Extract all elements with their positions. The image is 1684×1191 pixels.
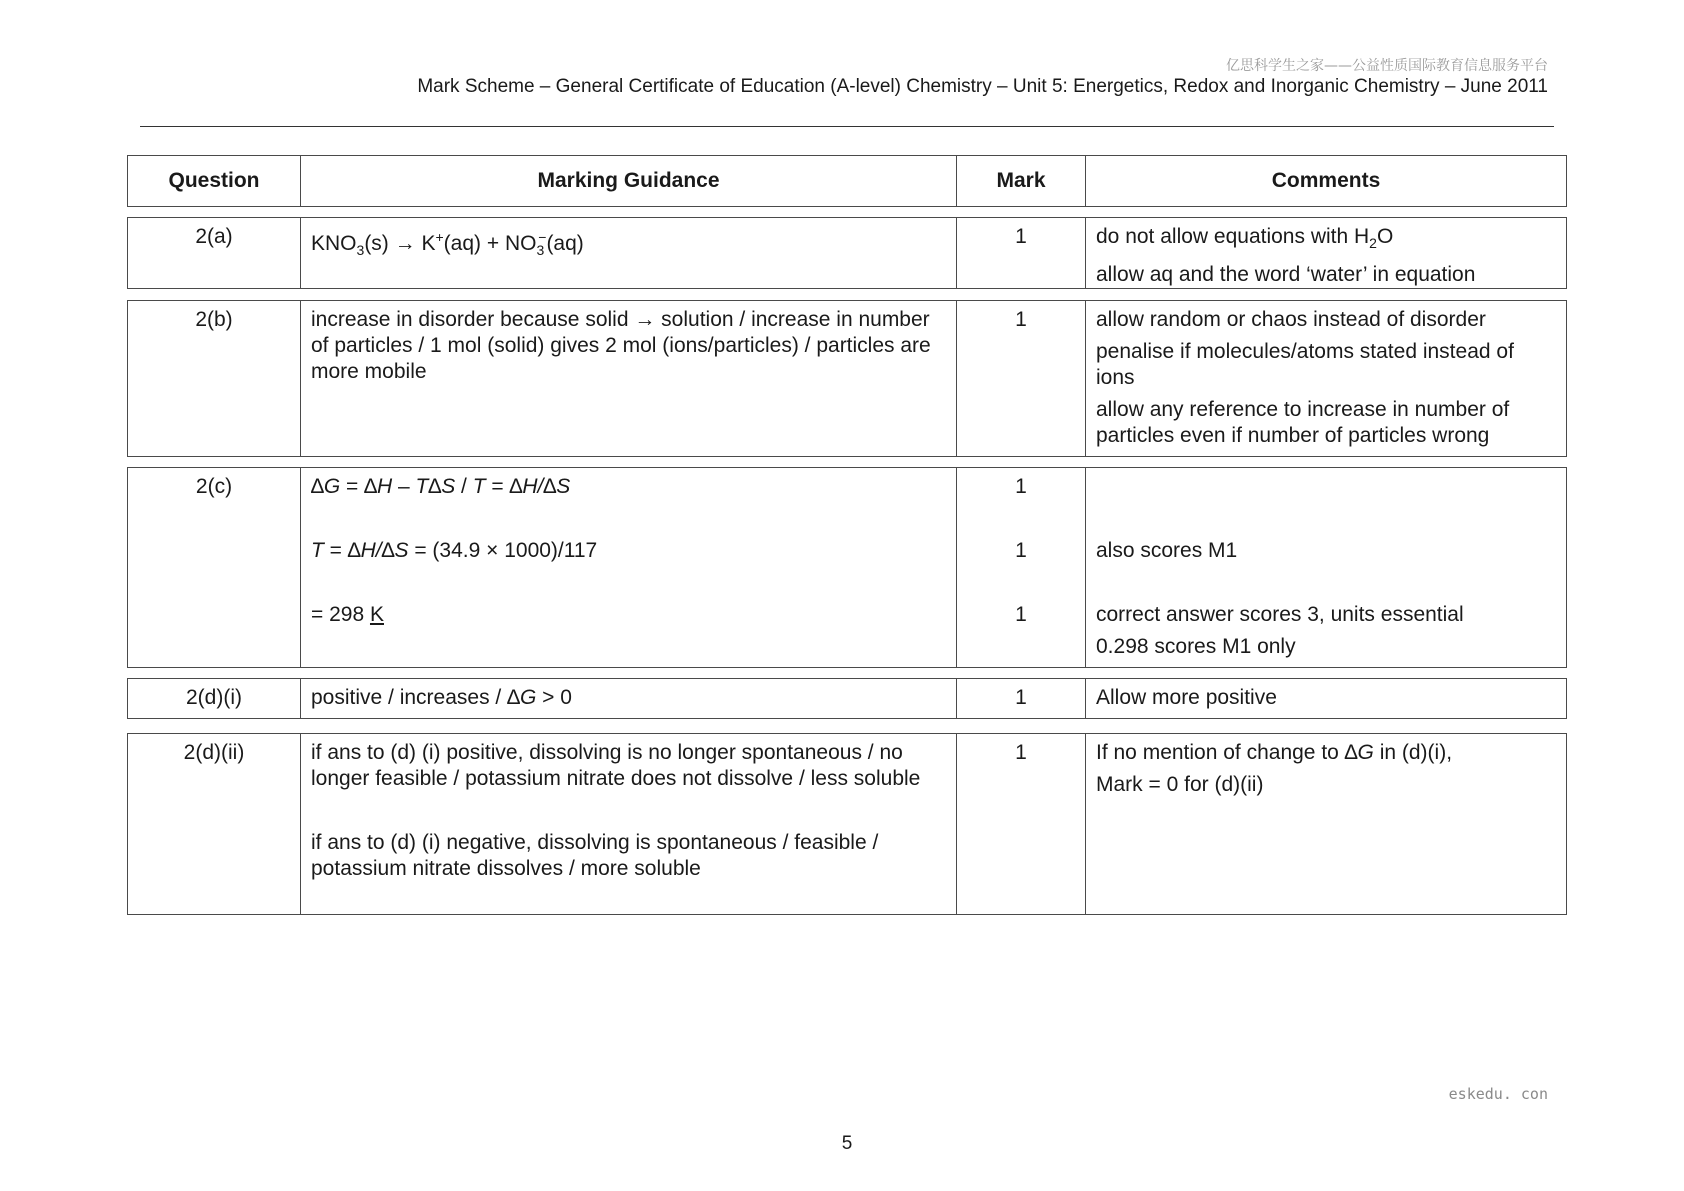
column-header-comments: Comments <box>1085 156 1566 206</box>
comments-cell: Allow more positive <box>1085 679 1566 718</box>
mark-cell: 1 1 1 <box>956 468 1085 667</box>
guidance-cell: positive / increases / ∆G > 0 <box>300 679 956 718</box>
question-cell: 2(d)(ii) <box>183 741 245 764</box>
header-divider <box>140 126 1554 127</box>
question-cell: 2(d)(i) <box>186 686 242 709</box>
question-cell: 2(b) <box>195 308 233 331</box>
table-row-2a <box>127 217 1567 289</box>
question-cell: 2(c) <box>195 475 233 498</box>
question-cell: 2(a) <box>195 225 233 248</box>
page-header-title: Mark Scheme – General Certificate of Education (A-level) Chemistry – Unit 5: Energetics, Redox and Inorganic Chemistry – June 2011 <box>417 76 1548 97</box>
guidance-cell: ∆G = ∆H – T∆S / T = ∆H/∆S T = ∆H/∆S = (34.9 × 1000)/117 = 298 K <box>300 468 956 667</box>
table-row-2c <box>127 467 1567 668</box>
mark-cell: 1 <box>956 301 1085 456</box>
mark-cell: 1 <box>956 679 1085 718</box>
guidance-cell: if ans to (d) (i) positive, dissolving is no longer spontaneous / no longer feasible / potassium nitrate does not dissolve / less soluble if ans to (d) (i) negative, dissolving is spontaneous / feasible / potassium nitrate dissolves / more soluble <box>300 734 956 914</box>
table-header <box>127 155 1567 207</box>
header-watermark: 亿思科学生之家——公益性质国际教育信息服务平台 <box>1226 58 1548 74</box>
table-row-2b <box>127 300 1567 457</box>
mark-cell: 1 <box>956 734 1085 914</box>
page-number: 5 <box>841 1133 853 1154</box>
guidance-cell: $KNO_3(s) \to K^+(aq) + NO_3^-(aq)$ <box>300 218 956 288</box>
footer-watermark: eskedu. con <box>1448 1085 1548 1103</box>
table-row-2dii <box>127 733 1567 915</box>
column-header-mark: Mark <box>956 156 1085 206</box>
comments-cell: do not allow equations with $H_2O$ allow aq and the word ‘water’ in equation <box>1085 218 1566 288</box>
table-row-2di <box>127 678 1567 719</box>
guidance-cell: increase in disorder because solid → solution / increase in number of particles / 1 mol (solid) gives 2 mol (ions/particles) / particles are more mobile <box>300 301 956 456</box>
mark-cell: 1 <box>956 218 1085 288</box>
comments-cell: If no mention of change to ∆G in (d)(i), Mark = 0 for (d)(ii) <box>1085 734 1566 914</box>
comments-cell: also scores M1 correct answer scores 3, units essential 0.298 scores M1 only <box>1085 468 1566 667</box>
column-header-question: Question <box>168 169 260 192</box>
column-header-guidance: Marking Guidance <box>300 156 956 206</box>
comments-cell: allow random or chaos instead of disorder penalise if molecules/atoms stated instead of ions allow any reference to increase in number of particles even if number of particles wrong <box>1085 301 1566 456</box>
